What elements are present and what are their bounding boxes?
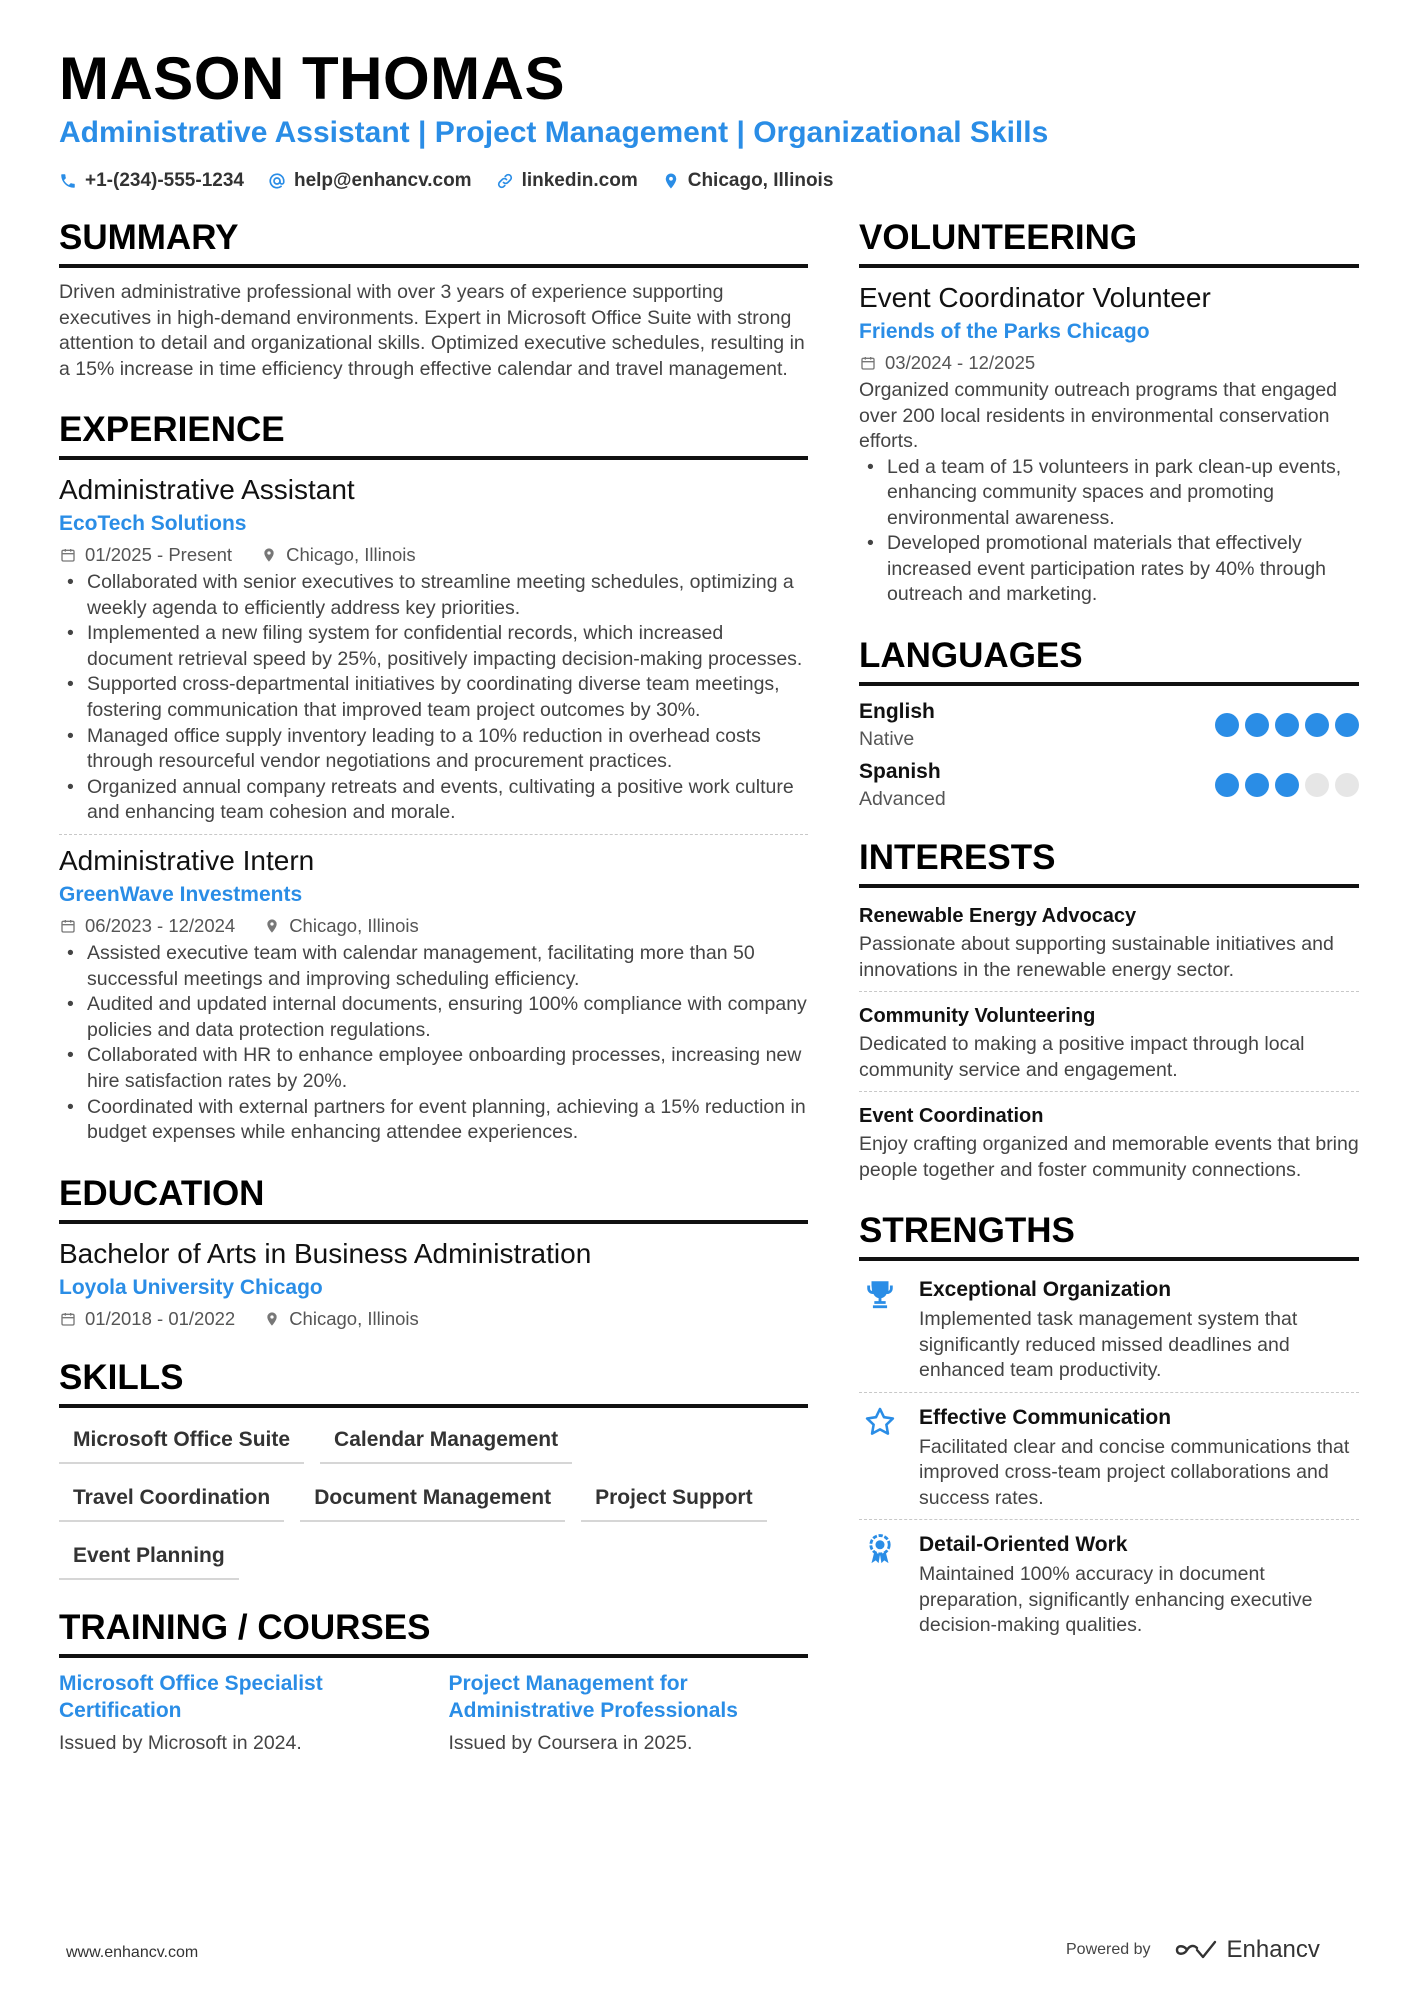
education-heading: EDUCATION [59, 1172, 808, 1224]
school-name: Loyola University Chicago [59, 1275, 323, 1299]
rating-dot-empty [1305, 773, 1329, 797]
interests-heading: INTERESTS [859, 836, 1359, 888]
rating-dot-filled [1305, 713, 1329, 737]
education-dates [59, 1304, 235, 1334]
training-heading: TRAINING / COURSES [59, 1606, 808, 1658]
rating-dot-filled [1275, 773, 1299, 797]
skill-tag: Travel Coordination [59, 1478, 284, 1522]
summary-heading: SUMMARY [59, 216, 808, 268]
calendar-icon [59, 1310, 77, 1328]
powered-by-text: Powered by [1066, 1941, 1151, 1958]
course-title: Project Management for Administrative Professionals [448, 1671, 738, 1722]
volunteer-text: Organized community outreach programs that engaged over 200 local residents in environmental conservation efforts. [859, 379, 1338, 452]
language-rating [1215, 713, 1359, 737]
job-meta [59, 911, 808, 941]
location-pin-icon [263, 917, 281, 935]
volunteer-org: Friends of the Parks Chicago [859, 320, 1150, 343]
contact-bar [59, 170, 833, 192]
course-issuer: Issued by Microsoft in 2024. [59, 1731, 302, 1754]
interest-item [859, 1000, 1359, 1083]
job-dates [59, 911, 235, 941]
contact-linkedin[interactable] [496, 170, 638, 192]
interest-title: Event Coordination [859, 1105, 1044, 1128]
course-item [449, 1670, 809, 1758]
strength-item [859, 1528, 1359, 1639]
volunteer-bullet: • Led a team of 15 volunteers in park clean-up events, enhancing community spaces and promoting environmental awareness. [859, 455, 1359, 532]
rating-dot-filled [1215, 713, 1239, 737]
strength-item [859, 1273, 1359, 1384]
skill-tag: Microsoft Office Suite [59, 1420, 304, 1464]
location-text: Chicago, Illinois [687, 170, 834, 191]
course-item [59, 1670, 419, 1758]
language-name: English [859, 700, 935, 724]
job-bullet: • Implemented a new filing system for confidential records, which increased document retrieval speed by 25%, positively impacting decision-making processes. [59, 621, 808, 672]
job-title: Administrative Assistant [59, 474, 355, 505]
interest-desc: Passionate about supporting sustainable initiatives and innovations in the renewable energy sector. [859, 933, 1334, 981]
strength-desc: Implemented task management system that significantly reduced missed deadlines and enhanced team productivity. [919, 1308, 1298, 1382]
volunteer-role: Event Coordinator Volunteer [859, 282, 1211, 313]
interest-title: Community Volunteering [859, 1005, 1096, 1028]
divider [59, 834, 808, 835]
divider [859, 1392, 1359, 1393]
job-dates-text: 01/2025 - Present [85, 544, 233, 565]
brand-name: Enhancv [1226, 1936, 1320, 1963]
skills-heading: SKILLS [59, 1356, 808, 1408]
interest-desc: Enjoy crafting organized and memorable events that bring people together and foster community connections. [859, 1133, 1359, 1181]
education-dates-text: 01/2018 - 01/2022 [85, 1307, 236, 1329]
rating-dot-filled [1245, 773, 1269, 797]
strength-desc: Facilitated clear and concise communications that improved cross-team project collaborations and success rates. [919, 1435, 1350, 1509]
job-dates [59, 540, 232, 570]
job-meta [59, 540, 808, 570]
language-level: Native [859, 728, 915, 751]
courses-grid [59, 1670, 808, 1758]
calendar-icon [59, 546, 77, 564]
job-location-text: Chicago, Illinois [286, 544, 416, 565]
link-icon [496, 172, 514, 190]
divider [859, 1091, 1359, 1092]
job-entry [59, 843, 808, 1146]
summary-text: Driven administrative professional with over 3 years of experience supporting executives in high-demand environments. Expert in Microsoft Office Suite with strong attention to detail and organizational skills. Optimized executive schedules, resulting in a 15% increase in time efficiency through effective calendar and travel management. [59, 281, 805, 380]
job-dates-text: 06/2023 - 12/2024 [85, 914, 236, 936]
location-pin-icon [260, 546, 278, 564]
language-rating [1215, 773, 1359, 797]
skills-list [59, 1420, 808, 1580]
company-name: EcoTech Solutions [59, 512, 247, 535]
job-entry [59, 472, 808, 826]
course-title: Microsoft Office Specialist Certification [59, 1671, 323, 1722]
job-bullet: • Assisted executive team with calendar management, facilitating more than 50 successful meetings and improving scheduling efficiency. [59, 941, 808, 992]
job-bullet: • Audited and updated internal documents, ensuring 100% compliance with company policies and data protection regulations. [59, 992, 808, 1043]
candidate-name: MASON THOMAS [59, 45, 565, 112]
linkedin-link[interactable]: linkedin.com [521, 170, 638, 191]
contact-email[interactable] [268, 170, 472, 192]
rating-dot-filled [1215, 773, 1239, 797]
interest-title: Renewable Energy Advocacy [859, 905, 1137, 928]
at-icon [268, 172, 286, 190]
volunteering-heading: VOLUNTEERING [859, 216, 1359, 268]
location-pin-icon [263, 1310, 281, 1328]
calendar-icon [59, 917, 77, 935]
volunteer-meta [859, 348, 1359, 378]
strength-title: Detail-Oriented Work [919, 1533, 1128, 1557]
language-level: Advanced [859, 788, 946, 811]
strength-title: Effective Communication [919, 1405, 1172, 1429]
strength-title: Exceptional Organization [919, 1278, 1172, 1302]
location-pin-icon [662, 172, 680, 190]
company-name: GreenWave Investments [59, 882, 303, 906]
skill-tag: Document Management [300, 1478, 565, 1522]
degree-title: Bachelor of Arts in Business Administration [59, 1237, 592, 1269]
right-column [859, 216, 1359, 1639]
language-name: Spanish [859, 760, 941, 784]
education-meta [59, 1304, 808, 1334]
course-issuer: Issued by Coursera in 2025. [448, 1731, 693, 1754]
language-item [859, 758, 1359, 812]
experience-heading: EXPERIENCE [59, 408, 808, 460]
job-location [260, 540, 416, 570]
enhancv-logo-icon [1173, 1938, 1219, 1962]
interest-desc: Dedicated to making a positive impact through local community service and engagement. [859, 1033, 1305, 1081]
languages-heading: LANGUAGES [859, 634, 1359, 686]
volunteer-bullets [859, 455, 1359, 609]
phone-icon [59, 172, 77, 190]
phone-text: +1-(234)-555-1234 [85, 170, 244, 191]
skill-tag: Calendar Management [320, 1420, 572, 1464]
divider [859, 1519, 1359, 1520]
volunteer-dates-text: 03/2024 - 12/2025 [885, 352, 1036, 373]
volunteer-bullet: • Developed promotional materials that effectively increased event participation rates by 40% through outreach and marketing. [859, 531, 1359, 608]
divider [859, 991, 1359, 992]
email-link[interactable]: help@enhancv.com [293, 170, 472, 191]
rating-dot-empty [1335, 773, 1359, 797]
interest-item [859, 900, 1359, 983]
brand-logo[interactable] [1173, 1936, 1320, 1964]
contact-phone [59, 170, 244, 192]
star-icon [859, 1401, 901, 1512]
job-bullets [59, 941, 808, 1146]
education-location-text: Chicago, Illinois [289, 1307, 419, 1329]
job-bullet: • Coordinated with external partners for event planning, achieving a 15% reduction in budget expenses while enhancing attendee experiences. [59, 1095, 808, 1146]
calendar-icon [859, 354, 877, 372]
strength-item [859, 1401, 1359, 1512]
language-item [859, 698, 1359, 752]
contact-location [662, 170, 834, 192]
job-bullets [59, 570, 808, 826]
job-bullet: • Organized annual company retreats and events, cultivating a positive work culture and enhancing team cohesion and morale. [59, 775, 808, 826]
rating-dot-filled [1245, 713, 1269, 737]
strengths-heading: STRENGTHS [859, 1209, 1359, 1261]
skill-tag: Project Support [581, 1478, 767, 1522]
strength-desc: Maintained 100% accuracy in document preparation, significantly enhancing executive decision-making qualities. [919, 1563, 1313, 1637]
left-column [59, 216, 808, 1758]
job-title: Administrative Intern [59, 844, 315, 876]
job-bullet: • Supported cross-departmental initiatives by coordinating diverse team meetings, fostering communication that improved team project outcomes by 30%. [59, 672, 808, 723]
headline: Administrative Assistant | Project Management | Organizational Skills [59, 116, 1049, 149]
job-bullet: • Managed office supply inventory leading to a 10% reduction in overhead costs through resourceful vendor negotiations and procurement practices. [59, 724, 808, 775]
job-location-text: Chicago, Illinois [289, 914, 419, 936]
job-location [263, 911, 419, 941]
volunteer-dates [859, 348, 1035, 378]
job-bullet: • Collaborated with HR to enhance employee onboarding processes, increasing new hire satisfaction rates by 20%. [59, 1043, 808, 1094]
footer-branding [1066, 1936, 1320, 1964]
interest-item [859, 1100, 1359, 1183]
trophy-icon [859, 1273, 901, 1384]
job-bullet: • Collaborated with senior executives to streamline meeting schedules, optimizing a weekly agenda to efficiently address key priorities. [59, 570, 808, 621]
award-ribbon-icon [859, 1528, 901, 1639]
skill-tag: Event Planning [59, 1536, 239, 1580]
rating-dot-filled [1335, 713, 1359, 737]
footer-website[interactable]: www.enhancv.com [66, 1944, 199, 1961]
education-location [263, 1304, 419, 1334]
rating-dot-filled [1275, 713, 1299, 737]
